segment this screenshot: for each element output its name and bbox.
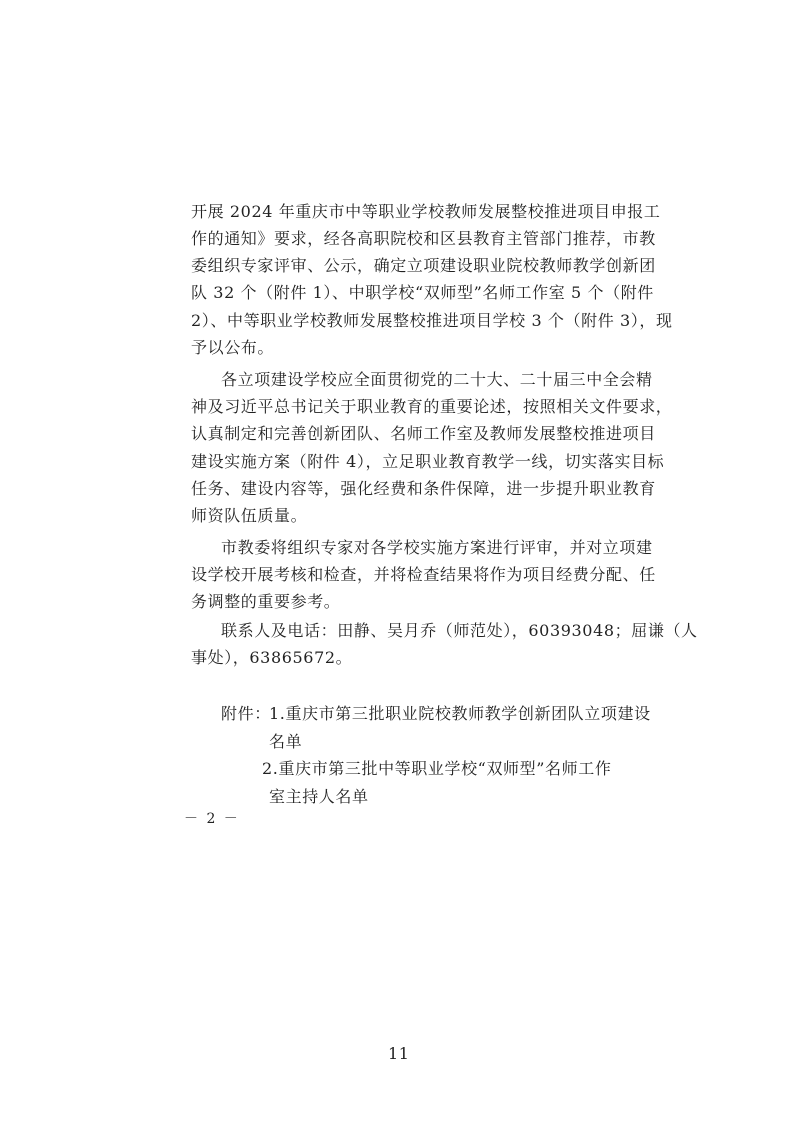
paragraph-1-line-5: 2）、中等职业学校教师发展整校推进项目学校 3 个（附件 3），现 [191, 311, 673, 330]
page-number: 11 [388, 1044, 410, 1063]
attachment-2-line-2: 室主持人名单 [269, 787, 369, 806]
paragraph-2-line-5: 任务、建设内容等，强化经费和条件保障，进一步提升职业教育 [191, 479, 656, 498]
paragraph-2-line-2: 神及习近平总书记关于职业教育的重要论述，按照相关文件要求， [191, 397, 673, 416]
paragraph-1-line-6: 予以公布。 [191, 338, 275, 357]
paragraph-1-line-4: 队 32 个（附件 1）、中职学校“双师型”名师工作室 5 个（附件 [191, 283, 654, 302]
paragraph-1-line-1: 开展 2024 年重庆市中等职业学校教师发展整校推进项目申报工 [191, 202, 661, 221]
attachments-label: 附件： [221, 704, 271, 723]
contact-line-2: 事处），63865672。 [191, 648, 353, 667]
paragraph-2-line-1: 各立项建设学校应全面贯彻党的二十大、二十届三中全会精 [221, 370, 653, 389]
paragraph-1-line-3: 委组织专家评审、公示，确定立项建设职业院校教师教学创新团 [191, 256, 656, 275]
paragraph-3-line-1: 市教委将组织专家对各学校实施方案进行评审，并对立项建 [221, 538, 653, 557]
paragraph-2-line-4: 建设实施方案（附件 4），立足职业教育教学一线，切实落实目标 [191, 452, 665, 471]
paragraph-3-line-3: 务调整的重要参考。 [191, 592, 341, 611]
paragraph-2-line-6: 师资队伍质量。 [191, 506, 308, 525]
attachment-1-line-1: 1.重庆市第三批职业院校教师教学创新团队立项建设 [269, 704, 651, 723]
paragraph-1-line-2: 作的通知》要求，经各高职院校和区县教育主管部门推荐，市教 [191, 229, 656, 248]
inner-page-number: － 2 － [184, 811, 240, 827]
paragraph-3-line-2: 设学校开展考核和检查，并将检查结果将作为项目经费分配、任 [191, 565, 656, 584]
attachment-2-line-1: 2.重庆市第三批中等职业学校“双师型”名师工作 [262, 759, 612, 778]
paragraph-2-line-3: 认真制定和完善创新团队、名师工作室及教师发展整校推进项目 [191, 424, 656, 443]
contact-line-1: 联系人及电话：田静、吴月乔（师范处），60393048；屈谦（人 [221, 621, 698, 640]
attachment-1-line-2: 名单 [269, 732, 303, 751]
